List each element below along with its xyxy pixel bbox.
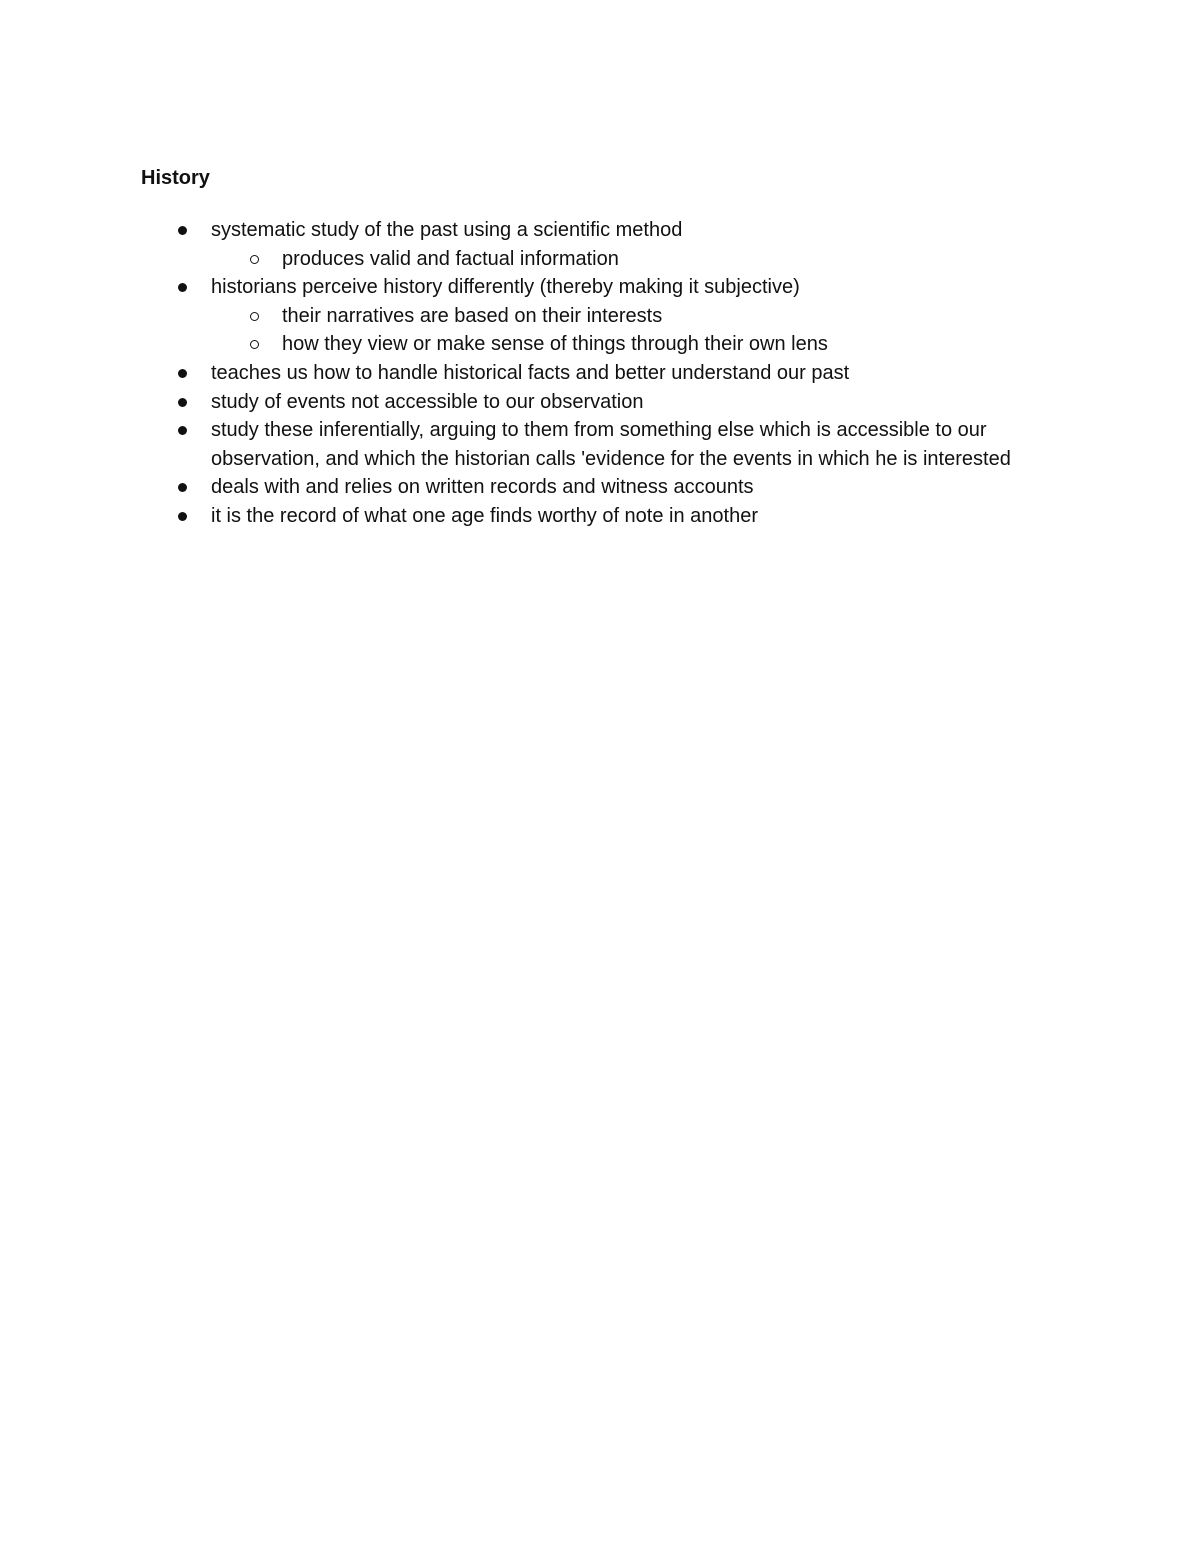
notes-list xyxy=(0,216,1200,531)
list-item-text: it is the record of what one age finds worthy of note in another xyxy=(211,504,758,527)
filled-bullet-icon xyxy=(178,426,187,435)
hollow-bullet-icon xyxy=(250,255,259,264)
list-item-text: study these inferentially, arguing to them from something else which is accessible to our observation, and which the historian calls 'evidence for the events in which he is interested xyxy=(211,419,1011,470)
sub-list-item xyxy=(0,245,1200,274)
filled-bullet-icon xyxy=(178,398,187,407)
list-item xyxy=(0,216,1200,245)
list-item-text: study of events not accessible to our observation xyxy=(211,390,644,413)
page-title: History xyxy=(141,167,210,189)
filled-bullet-icon xyxy=(178,226,187,235)
sub-list-item-text: produces valid and factual information xyxy=(282,247,619,270)
list-item xyxy=(0,359,1200,388)
list-item-text: teaches us how to handle historical facts and better understand our past xyxy=(211,361,850,384)
list-item-text: historians perceive history differently (thereby making it subjective) xyxy=(211,276,800,299)
hollow-bullet-icon xyxy=(250,312,259,321)
list-item-text: systematic study of the past using a scientific method xyxy=(211,219,683,241)
sub-list-item-text: how they view or make sense of things through their own lens xyxy=(282,333,828,356)
sub-list-item-text: their narratives are based on their interests xyxy=(282,304,663,327)
filled-bullet-icon xyxy=(178,369,187,378)
list-item xyxy=(0,388,1200,417)
sub-list-item xyxy=(0,330,1200,359)
list-item xyxy=(0,502,1200,531)
list-item xyxy=(0,273,1200,302)
sub-list-item xyxy=(0,302,1200,331)
list-item xyxy=(0,416,1200,473)
filled-bullet-icon xyxy=(178,283,187,292)
list-item-text: deals with and relies on written records and witness accounts xyxy=(211,476,754,499)
hollow-bullet-icon xyxy=(250,340,259,349)
list-item xyxy=(0,473,1200,502)
filled-bullet-icon xyxy=(178,483,187,492)
filled-bullet-icon xyxy=(178,512,187,521)
